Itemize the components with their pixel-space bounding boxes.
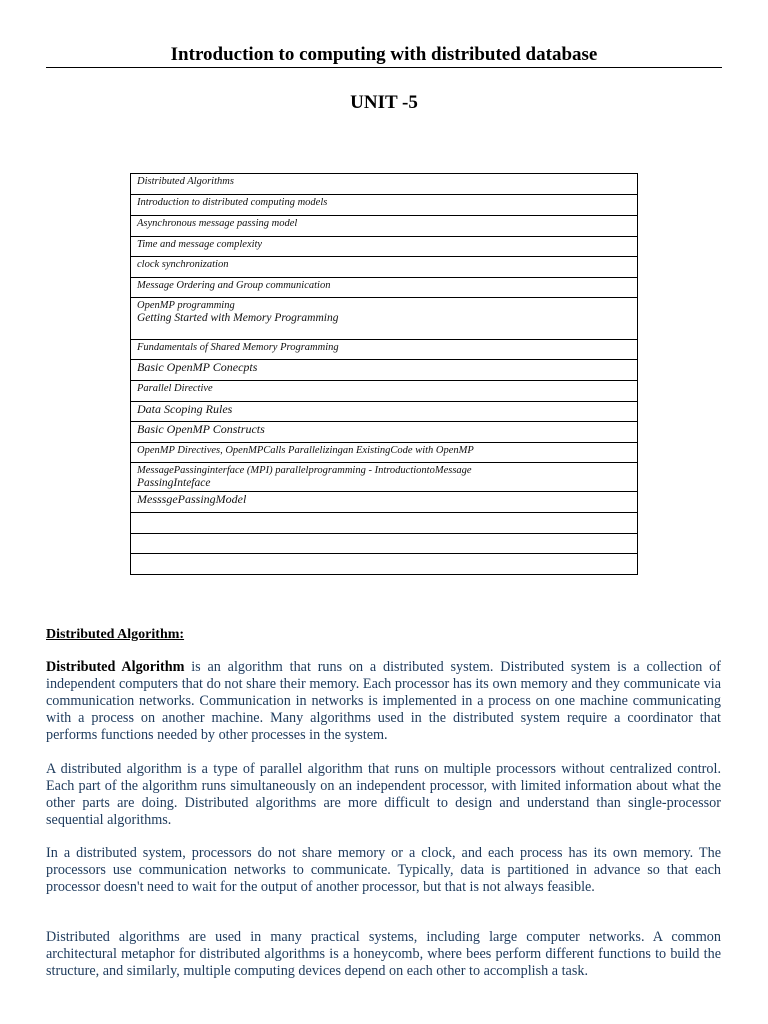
table-row <box>131 422 638 443</box>
table-row <box>131 360 638 381</box>
document-title: Introduction to computing with distributed database <box>170 44 598 65</box>
table-row <box>131 492 638 513</box>
table-row <box>131 340 638 360</box>
table-row <box>131 174 638 195</box>
table-row <box>131 257 638 278</box>
table-row <box>131 237 638 257</box>
table-row <box>131 554 638 575</box>
paragraph-memory: In a distributed system, processors do not share memory or a clock, and each process has its own memory. The processors use communication networks to communicate. Typically, data is partitioned in advance so that each processor doesn't need to wait for the output of another processor, but that is not always feasible. <box>46 845 721 895</box>
table-cell-text: Data Scoping Rules <box>137 402 233 416</box>
table-row <box>131 534 638 554</box>
table-cell-text: Basic OpenMP Conecpts <box>137 360 258 374</box>
table-row <box>131 513 638 534</box>
table-row <box>131 463 638 492</box>
table-row <box>131 195 638 216</box>
table-cell-text: Asynchronous message passing model <box>137 218 298 229</box>
table-cell-text: Getting Started with Memory Programming <box>137 312 339 324</box>
contents-table <box>130 173 638 575</box>
paragraph-definition <box>46 659 721 744</box>
table-cell-text: OpenMP Directives, OpenMPCalls Parallelizingan ExistingCode with OpenMP <box>137 445 474 456</box>
section-heading: Distributed Algorithm: <box>46 627 185 642</box>
paragraph-text: is an algorithm that runs on a distributed system. Distributed system is a collection of independent computers that do not share their memory. Each processor has its own memory and they communicate via communication networks. Communication in networks is implemented in a process on one machine communicating with a process on another machine. Many algorithms used in the distributed system require a coordinator that performs functions needed by other processes in the system. <box>46 659 721 743</box>
table-row <box>131 298 638 340</box>
table-row <box>131 216 638 237</box>
table-row <box>131 278 638 298</box>
table-cell-text: OpenMP programming <box>137 300 235 311</box>
table-cell-text: Message Ordering and Group communication <box>137 280 331 291</box>
table-cell-text: MessagePassinginterface (MPI) parallelprogramming - IntroductiontoMessage <box>137 465 472 476</box>
table-cell-text: MesssgePassingModel <box>137 492 247 506</box>
table-cell-text: Distributed Algorithms <box>137 176 234 187</box>
table-cell-text: Fundamentals of Shared Memory Programming <box>137 342 339 353</box>
table-cell-text: clock synchronization <box>137 259 229 270</box>
table-row <box>131 381 638 402</box>
table-row <box>131 402 638 422</box>
table-cell-text: Basic OpenMP Constructs <box>137 422 265 436</box>
table-row <box>131 443 638 463</box>
table-cell-text: Parallel Directive <box>137 383 213 394</box>
header-divider <box>46 67 722 68</box>
table-cell-text: Time and message complexity <box>137 239 263 250</box>
paragraph-applications: Distributed algorithms are used in many practical systems, including large computer networks. A common architectural metaphor for distributed algorithms is a honeycomb, where bees perform different functions to build the structure, and similarly, multiple computing devices depend on each other to accomplish a task. <box>46 929 721 979</box>
paragraph-parallel: A distributed algorithm is a type of parallel algorithm that runs on multiple processors without centralized control. Each part of the algorithm runs simultaneously on an independent processor, with limited information about what the other parts are doing. Distributed algorithms are more difficult to design and understand than single-processor sequential algorithms. <box>46 761 721 828</box>
term-bold: Distributed Algorithm <box>46 659 185 675</box>
table-cell-text: PassingInteface <box>137 477 211 489</box>
table-cell-text: Introduction to distributed computing models <box>137 197 328 208</box>
unit-title: UNIT -5 <box>350 92 418 113</box>
